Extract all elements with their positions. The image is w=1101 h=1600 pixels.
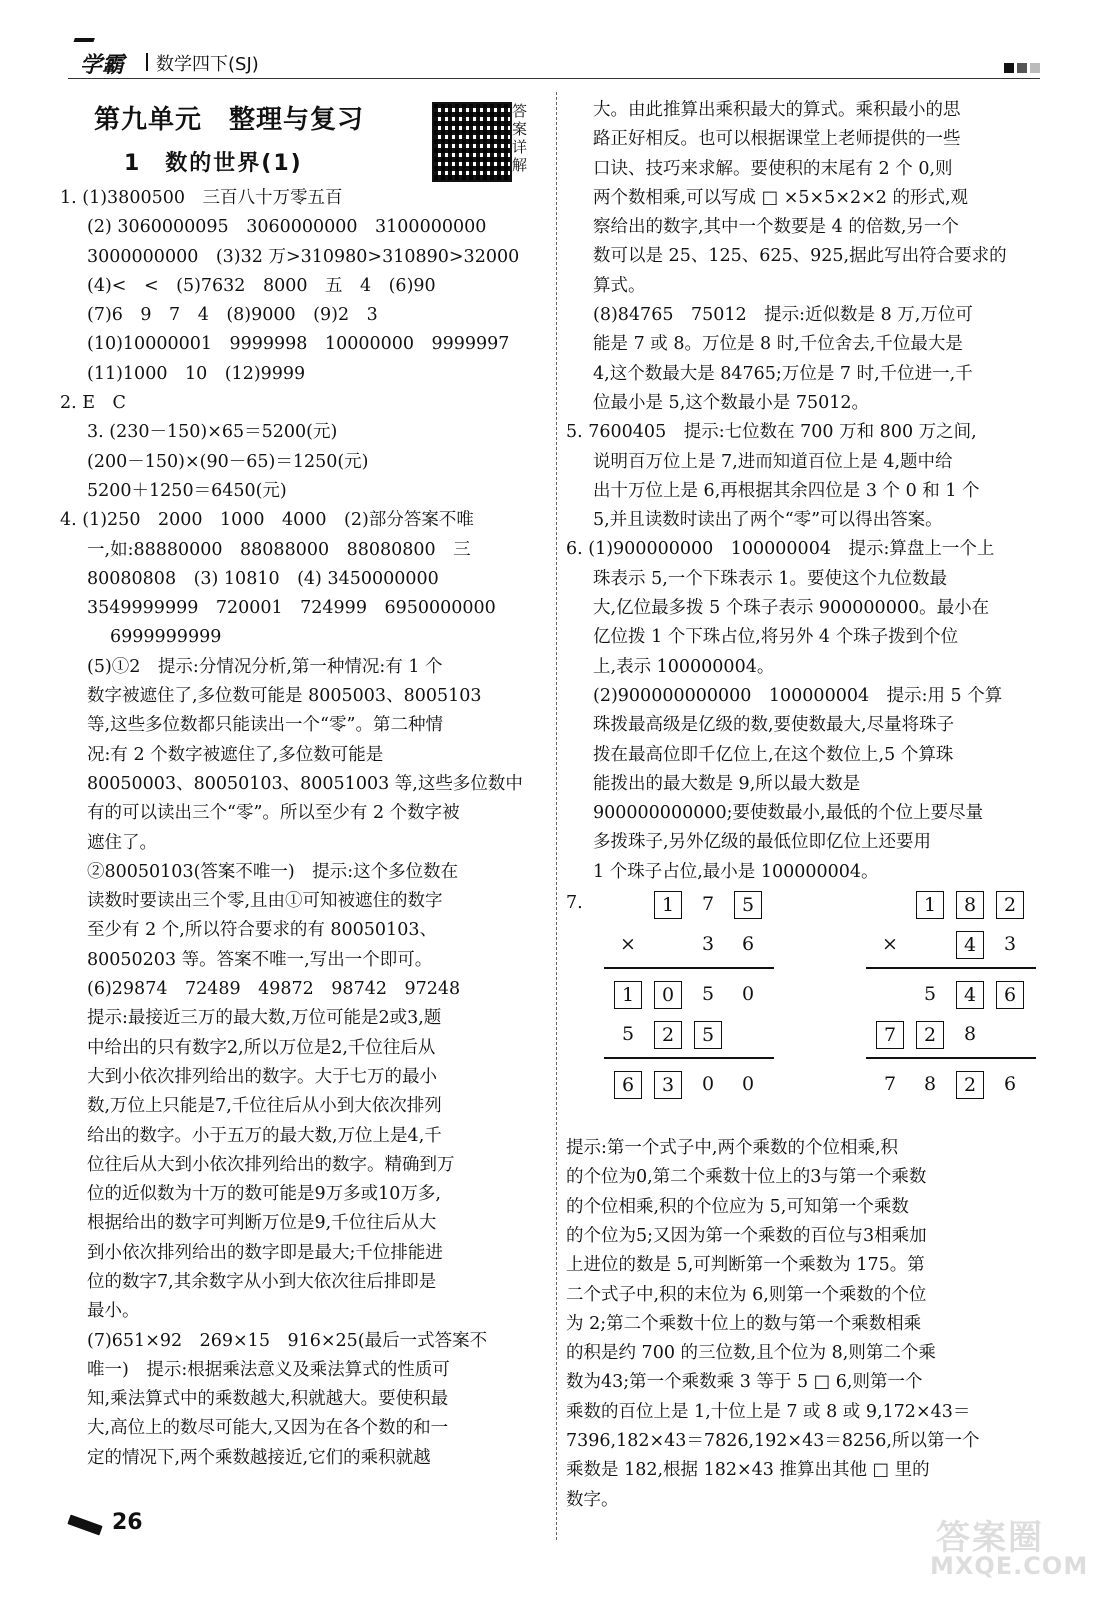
text-line: 数字被遮住了,多位数可能是 8005003、8005103 (87, 686, 482, 707)
answer-box: 5 (694, 1021, 722, 1049)
text-line: 大。由此推算出乘积最大的算式。乘积最小的思 (593, 100, 961, 120)
text-line: 最小。 (87, 1301, 140, 1322)
text-line: 拨在最高位即千亿位上,在这个数位上,5 个算珠 (593, 744, 954, 765)
page-header (68, 40, 1040, 76)
text-line: (10)10000001 9999998 10000000 9999997 (87, 334, 510, 355)
digit: 0 (741, 983, 755, 1006)
column-divider (556, 92, 557, 1540)
text-line: 900000000000;要使数最小,最低的个位上要尽量 (593, 803, 984, 824)
answer-box: 6 (996, 981, 1024, 1009)
digit: 3 (1003, 933, 1017, 956)
right-answer-text (566, 96, 1050, 887)
answer-box: 5 (734, 891, 762, 919)
brand-logo: 学霸 (80, 53, 125, 78)
text-line: (2)900000000000 100000004 提示:用 5 个算 (593, 685, 1003, 706)
watermark-site: MXQE.COM (930, 1552, 1089, 1580)
answer-box: 2 (956, 1071, 984, 1099)
text-line: 知,乘法算式中的乘数越大,积就越大。要使积最 (87, 1389, 449, 1410)
digit: 5 (621, 1023, 635, 1046)
text-line: 3. (230－150)×65＝5200(元) (87, 422, 338, 443)
text-line: 算式。 (593, 275, 646, 296)
digit: 8 (923, 1073, 937, 1096)
right-hint-text (566, 1134, 1050, 1515)
text-line: 有的可以读出三个“零”。所以至少有 2 个数字被 (87, 803, 460, 824)
text-line: 说明百万位上是 7,进而知道百位上是 4,题中给 (593, 451, 953, 472)
digit: 0 (741, 1073, 755, 1096)
text-line: 能是 7 或 8。万位是 8 时,千位舍去,千位最大是 (593, 334, 963, 355)
text-line: 数字。 (566, 1489, 619, 1510)
rule-line (866, 967, 1036, 969)
answer-box: 2 (996, 891, 1024, 919)
digit: 6 (1003, 1073, 1017, 1096)
text-line: (5)①2 提示:分情况分析,第一种情况:有 1 个 (87, 656, 443, 677)
digit: 6 (741, 933, 755, 956)
text-line: 的个位为5;又因为第一个乘数的百位与3相乘加 (566, 1225, 927, 1246)
text-line: 1. (1)3800500 三百八十万零五百 (60, 188, 343, 208)
text-line: 乘数的百位上是 1,十位上是 7 或 8 或 9,172×43＝ (566, 1401, 971, 1422)
answer-box: 2 (654, 1021, 682, 1049)
text-line: (2) 3060000095 3060000000 3100000000 (87, 217, 487, 238)
text-line: 位的数字7,其余数字从小到大依次往后排即是 (87, 1271, 437, 1292)
answer-box: 4 (956, 981, 984, 1009)
text-line: 亿位拨 1 个下珠占位,将另外 4 个珠子拨到个位 (593, 627, 959, 648)
answer-box: 1 (916, 891, 944, 919)
text-line: 80050003、80050103、80051003 等,这些多位数中 (87, 773, 523, 794)
text-line: (6)29874 72489 49872 98742 97248 (87, 979, 461, 1000)
text-line: 根据给出的数字可判断万位是9,千位往后从大 (87, 1213, 437, 1234)
answer-box: 4 (956, 931, 984, 959)
text-line: (7)6 9 7 4 (8)9000 (9)2 3 (87, 305, 378, 326)
text-line: (4)< < (5)7632 8000 五 4 (6)90 (87, 275, 436, 296)
text-line: 数可以是 25、125、625、925,据此写出符合要求的 (593, 246, 1007, 267)
text-line: 位的近似数为十万的数可能是9万多或10万多, (87, 1184, 441, 1205)
digit: × (882, 933, 898, 956)
digit: × (620, 933, 636, 956)
digit: 7 (701, 893, 715, 916)
digit: 5 (923, 983, 937, 1006)
text-line: 上,表示 100000004。 (593, 656, 775, 677)
text-line: 为 2;第二个乘数十位上的数与第一个乘数相乘 (566, 1313, 922, 1334)
text-line: 大,亿位最多拨 5 个珠子表示 900000000。最小在 (593, 598, 990, 619)
text-line: 的个位相乘,积的个位应为 5,可知第一个乘数 (566, 1196, 909, 1217)
pencil-icon (67, 1514, 102, 1535)
rule-line (604, 967, 774, 969)
text-line: (200－150)×(90－65)＝1250(元) (87, 451, 369, 472)
text-line: 5. 7600405 提示:七位数在 700 万和 800 万之间, (566, 422, 977, 443)
text-line: 5200＋1250＝6450(元) (87, 480, 287, 501)
text-line: 读数时要读出三个零,且由①可知被遮住的数字 (87, 891, 443, 912)
text-line: 80050203 等。答案不唯一,写出一个即可。 (87, 949, 433, 970)
watermark-logo: 答案圈 (936, 1518, 1044, 1558)
text-line: 到小依次排列给出的数字即是最大;千位排能进 (87, 1242, 443, 1263)
text-line: 6999999999 (110, 627, 222, 648)
answer-box: 1 (614, 981, 642, 1009)
text-line: 大,高位上的数尽可能大,又因为在各个数的和一 (87, 1418, 449, 1439)
text-line: 数,万位上只能是7,千位往后从小到大依次排列 (87, 1096, 442, 1117)
text-line: 提示:最接近三万的最大数,万位可能是2或3,题 (87, 1008, 442, 1029)
text-line: 二个式子中,积的末位为 6,则第一个乘数的个位 (566, 1284, 927, 1305)
text-line: (7)651×92 269×15 916×25(最后一式答案不 (87, 1330, 488, 1351)
text-line: 数为43;第一个乘数乘 3 等于 5 □ 6,则第一个 (566, 1372, 923, 1393)
text-line: 5,并且读数时读出了两个“零”可以得出答案。 (593, 510, 943, 531)
header-squares-icon (1001, 58, 1040, 77)
answer-box: 6 (614, 1071, 642, 1099)
header-rule (68, 78, 1040, 79)
text-line: 察给出的数字,其中一个数要是 4 的倍数,另一个 (593, 217, 959, 238)
text-line: 两个数相乘,可以写成 □ ×5×5×2×2 的形式,观 (593, 187, 969, 208)
text-line: 80080808 (3) 10810 (4) 3450000000 (87, 568, 439, 589)
qr-code-icon[interactable] (432, 102, 512, 182)
text-line: 上进位的数是 5,可判断第一个乘数为 175。第 (566, 1255, 925, 1276)
text-line: 6. (1)900000000 100000004 提示:算盘上一个上 (566, 539, 995, 560)
text-line: 位往后从大到小依次排列给出的数字。精确到万 (87, 1154, 455, 1175)
text-line: 等,这些多位数都只能读出一个“零”。第二种情 (87, 715, 443, 736)
answer-box: 8 (956, 891, 984, 919)
text-line: 多拨珠子,另外亿级的最低位即亿位上还要用 (593, 832, 932, 853)
text-line: 能拨出的最大数是 9,所以最大数是 (593, 773, 861, 794)
text-line: 提示:第一个式子中,两个乘数的个位相乘,积 (566, 1138, 899, 1159)
text-line: 珠拨最高级是亿级的数,要使数最大,尽量将珠子 (593, 715, 955, 736)
text-line: 7396,182×43＝7826,192×43＝8256,所以第一个 (566, 1430, 980, 1451)
text-line: 给出的数字。小于五万的最大数,万位上是4,千 (87, 1125, 442, 1146)
text-line: 位最小是 5,这个数最小是 75012。 (593, 392, 869, 413)
text-line: 珠表示 5,一个下珠表示 1。要使这个九位数最 (593, 568, 947, 589)
text-line: (8)84765 75012 提示:近似数是 8 万,万位可 (593, 305, 973, 326)
text-line: 的个位为0,第二个乘数十位上的3与第一个乘数 (566, 1167, 927, 1188)
text-line: 4,这个数最大是 84765;万位是 7 时,千位进一,千 (593, 363, 973, 384)
text-line: ②80050103(答案不唯一) 提示:这个多位数在 (87, 861, 459, 882)
book-title: 数学四下(SJ) (156, 54, 259, 75)
text-line: 唯一) 提示:根据乘法意义及乘法算式的性质可 (87, 1359, 450, 1380)
digit: 5 (701, 983, 715, 1006)
answer-box: 1 (654, 891, 682, 919)
text-line: 的积是约 700 的三位数,且个位为 8,则第二个乘 (566, 1343, 936, 1364)
text-line: 1 个珠子占位,最小是 100000004。 (593, 861, 879, 882)
text-line: 中给出的只有数字2,所以万位是2,千位往后从 (87, 1037, 436, 1058)
digit: 0 (701, 1073, 715, 1096)
page-number: 26 (112, 1510, 143, 1535)
text-line: 定的情况下,两个乘数越接近,它们的乘积就越 (87, 1447, 431, 1468)
answer-box: 2 (916, 1021, 944, 1049)
unit-title: 第九单元 整理与复习 (94, 105, 365, 135)
question-7-label: 7. (566, 893, 583, 914)
text-line: 况:有 2 个数字被遮住了,多位数可能是 (87, 744, 384, 765)
answer-box: 7 (876, 1021, 904, 1049)
digit: 3 (701, 933, 715, 956)
text-line: 3000000000 (3)32 万>310980>310890>32000 (87, 246, 520, 267)
section-title: 1 数的世界(1) (124, 151, 303, 176)
text-line: 3549999999 720001 724999 6950000000 (87, 598, 496, 619)
qr-caption: 答案详解 (512, 102, 528, 174)
text-line: 路正好相反。也可以根据课堂上老师提供的一些 (593, 129, 961, 150)
header-separator (146, 53, 148, 71)
multiplication-puzzles (566, 889, 1050, 1134)
digit: 8 (963, 1023, 977, 1046)
text-line: (11)1000 10 (12)9999 (87, 363, 306, 384)
text-line: 口诀、技巧来求解。要使积的末尾有 2 个 0,则 (593, 158, 953, 179)
text-line: 4. (1)250 2000 1000 4000 (2)部分答案不唯 (60, 510, 474, 531)
right-column (566, 96, 1050, 1515)
rule-line (604, 1057, 774, 1059)
answer-box: 3 (654, 1071, 682, 1099)
left-answer-text (60, 184, 546, 1473)
text-line: 乘数是 182,根据 182×43 推算出其他 □ 里的 (566, 1460, 930, 1481)
text-line: 遮住了。 (87, 832, 157, 853)
rule-line (866, 1057, 1036, 1059)
digit: 7 (883, 1073, 897, 1096)
text-line: 2. E C (60, 393, 126, 414)
text-line: 至少有 2 个,所以符合要求的有 80050103、 (87, 920, 437, 941)
text-line: 一,如:88880000 88088000 88080800 三 (87, 539, 471, 560)
left-column (60, 96, 546, 1473)
text-line: 出十万位上是 6,再根据其余四位是 3 个 0 和 1 个 (593, 480, 980, 501)
answer-box: 0 (654, 981, 682, 1009)
text-line: 大到小依次排列给出的数字。大于七万的最小 (87, 1066, 437, 1087)
